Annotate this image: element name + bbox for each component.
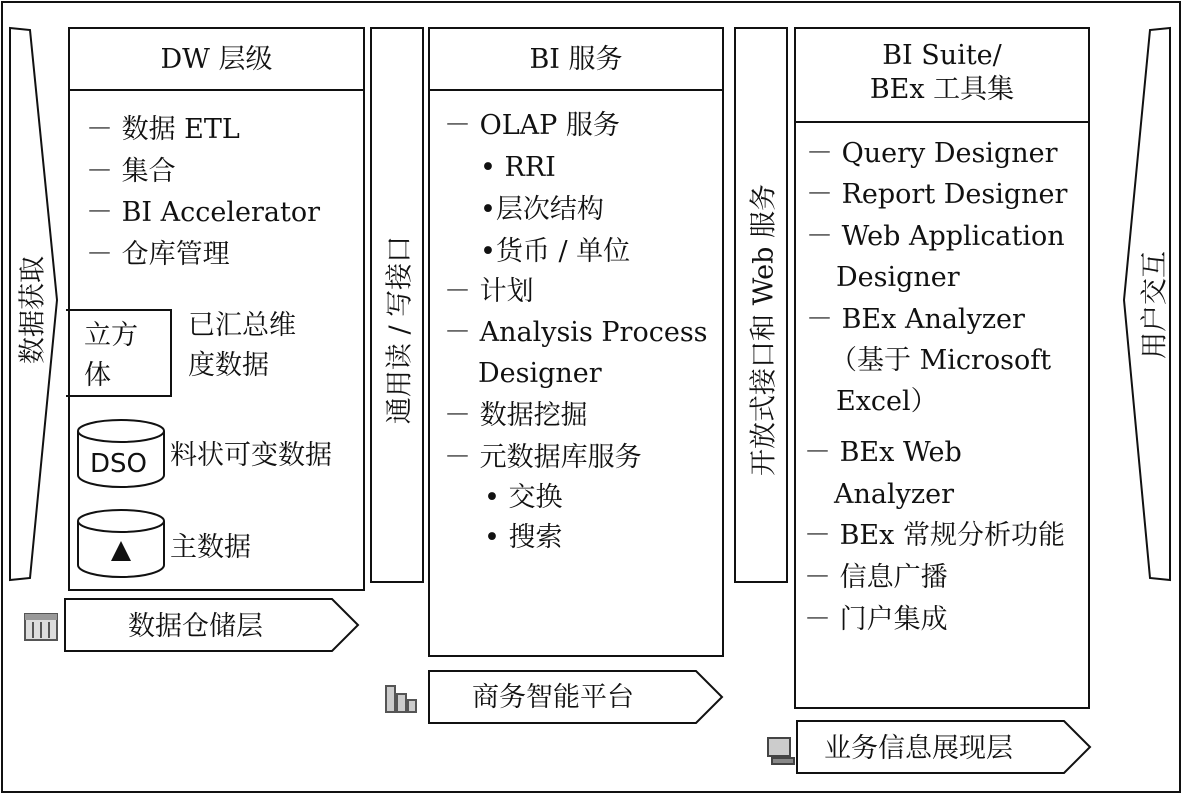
warehouse-icon bbox=[24, 612, 58, 642]
bi-content-box bbox=[428, 89, 724, 657]
cube-desc-line1: 已汇总维 bbox=[188, 310, 296, 341]
bi-layer-label: 商务智能平台 bbox=[472, 682, 634, 713]
bex-content-box bbox=[794, 121, 1090, 709]
bex-item-wad: － Web Application bbox=[806, 221, 1065, 252]
bi-item-planning: － 计划 bbox=[444, 276, 534, 307]
bi-item-apd: － Analysis Process bbox=[444, 317, 708, 348]
bex-item-broadcasting: － 信息广播 bbox=[804, 562, 948, 593]
master-data-cylinder-icon bbox=[76, 509, 166, 579]
bi-item-apd-cont: Designer bbox=[478, 358, 602, 389]
cube-label-line1: 立方 bbox=[84, 320, 138, 351]
bex-item-analyzer-cont1: （基于 Microsoft bbox=[830, 345, 1052, 376]
bi-title-box bbox=[428, 27, 724, 91]
bex-title-line1: BI Suite/ bbox=[882, 40, 1002, 71]
cube-desc-line2: 度数据 bbox=[188, 350, 269, 381]
bex-layer-label: 业务信息展现层 bbox=[824, 733, 1013, 764]
bi-item-metadata: － 元数据库服务 bbox=[444, 442, 642, 473]
bi-item-data-mining: － 数据挖掘 bbox=[444, 400, 588, 431]
bi-item-rri: • RRI bbox=[480, 152, 556, 183]
bex-item-portal: － 门户集成 bbox=[804, 604, 948, 635]
dw-content-box bbox=[68, 89, 365, 591]
cube-label-line2: 体 bbox=[84, 360, 111, 391]
bex-item-general-analysis: － BEx 常规分析功能 bbox=[804, 520, 1065, 551]
master-data-desc: 主数据 bbox=[170, 532, 251, 563]
cube-box bbox=[66, 309, 172, 397]
bi-item-olap: － OLAP 服务 bbox=[444, 110, 620, 141]
bex-item-query-designer: － Query Designer bbox=[806, 138, 1058, 169]
dso-label: DSO bbox=[90, 449, 147, 479]
right-side-label: 用户交互 bbox=[1139, 251, 1171, 359]
dw-title-box bbox=[68, 27, 365, 91]
bi-title: BI 服务 bbox=[529, 44, 623, 75]
presentation-icon bbox=[766, 736, 798, 766]
dw-item-warehouse-mgmt: － 仓库管理 bbox=[86, 239, 230, 270]
bi-item-hierarchy: •层次结构 bbox=[480, 194, 604, 225]
bex-item-analyzer: － BEx Analyzer bbox=[806, 304, 1025, 335]
bex-item-web-analyzer-cont: Analyzer bbox=[834, 479, 954, 510]
dw-item-etl: － 数据 ETL bbox=[86, 114, 240, 145]
bex-item-analyzer-cont2: Excel） bbox=[836, 386, 938, 417]
dw-title: DW 层级 bbox=[160, 44, 273, 75]
bi-item-currency: •货币 / 单位 bbox=[480, 236, 631, 267]
bi-item-search: • 搜索 bbox=[484, 522, 563, 553]
bex-item-report-designer: － Report Designer bbox=[806, 179, 1068, 210]
bi-item-exchange: • 交换 bbox=[484, 482, 563, 513]
bex-title-line2: BEx 工具集 bbox=[869, 74, 1015, 105]
left-side-label: 数据获取 bbox=[17, 256, 49, 364]
bex-title-box bbox=[794, 27, 1090, 123]
interface-read-write-label: 通用读 / 写接口 bbox=[384, 235, 416, 425]
bex-item-web-analyzer: － BEx Web bbox=[804, 437, 962, 468]
dw-item-bi-accelerator: － BI Accelerator bbox=[86, 197, 321, 228]
dw-layer-label: 数据仓储层 bbox=[128, 611, 263, 642]
bex-item-wad-cont: Designer bbox=[836, 262, 960, 293]
interface-open-web-label: 开放式接口和 Web 服务 bbox=[748, 184, 780, 476]
dso-desc: 料状可变数据 bbox=[170, 440, 332, 471]
dw-item-aggregation: － 集合 bbox=[86, 156, 176, 187]
platform-icon bbox=[384, 682, 418, 714]
